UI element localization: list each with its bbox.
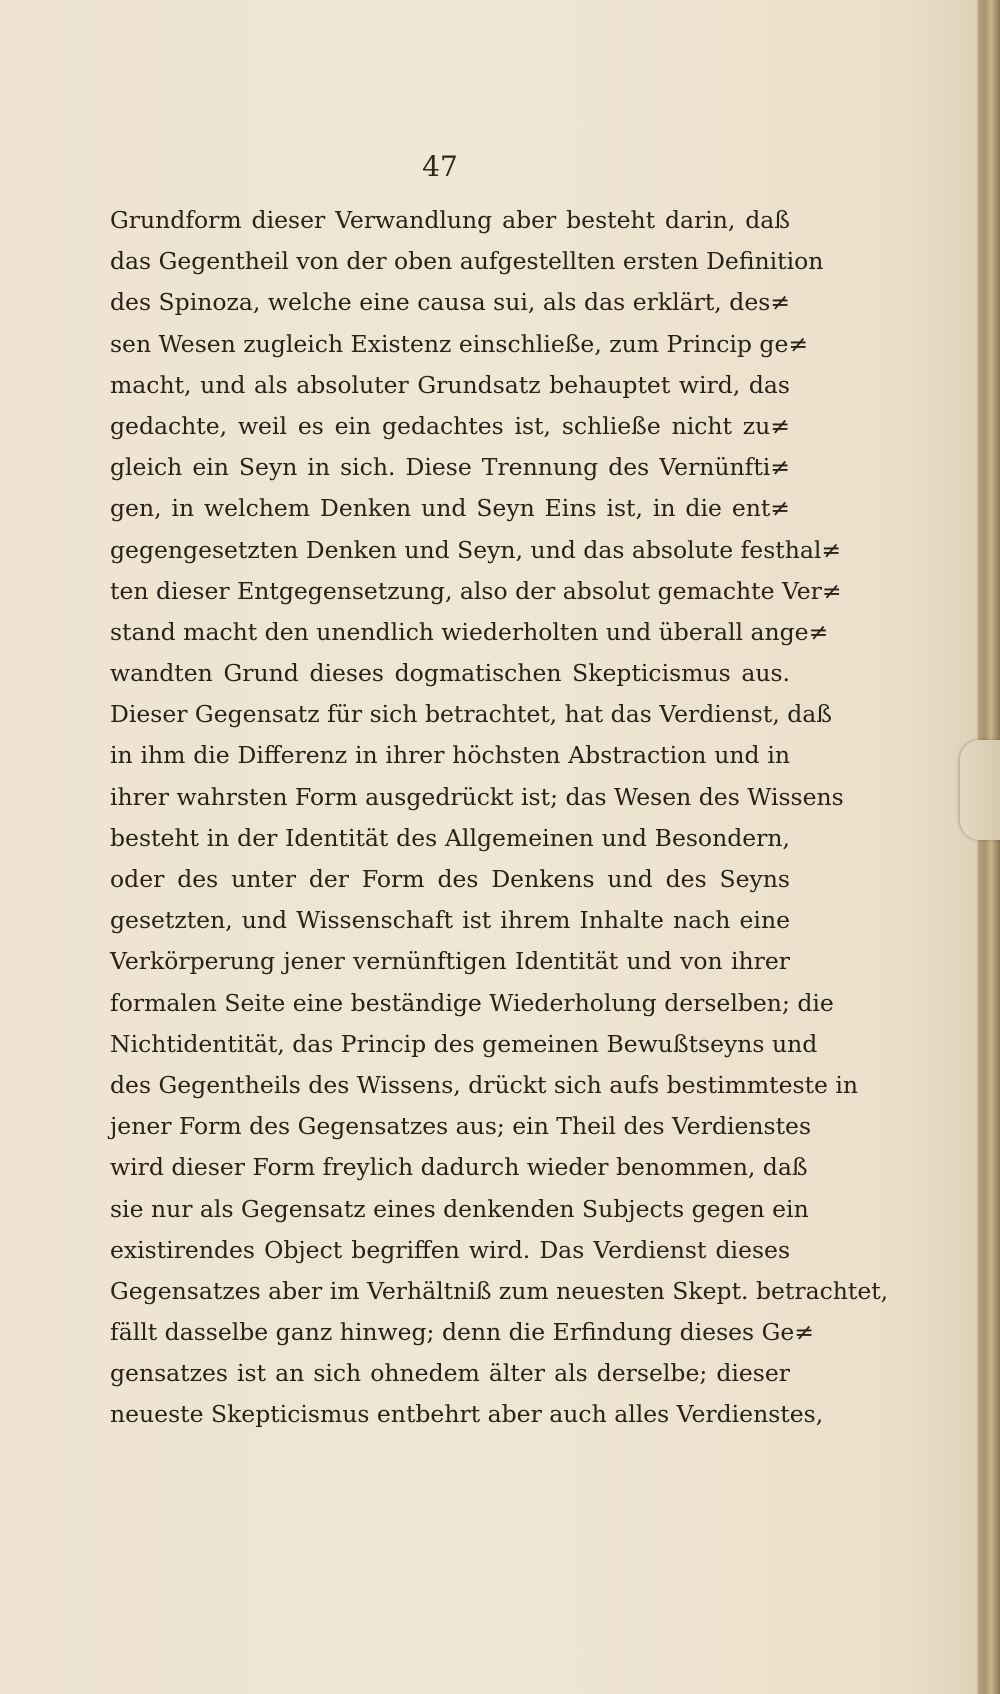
text-line: das Gegentheil von der oben aufgestellten ersten Definition — [110, 247, 824, 276]
text-line: macht, und als absoluter Grundsatz behauptet wird, das — [110, 370, 790, 399]
text-line: Dieser Gegensatz für sich betrachtet, hat das Verdienst, daß — [110, 700, 833, 729]
text-line: formalen Seite eine beständige Wiederholung derselben; die — [110, 988, 834, 1017]
text-line: stand macht den unendlich wiederholten und überall ange≠ — [110, 617, 829, 646]
text-line: des Gegentheils des Wissens, drückt sich aufs bestimmteste in — [110, 1070, 859, 1099]
text-line: gleich ein Seyn in sich. Diese Trennung des Vernünfti≠ — [110, 453, 790, 482]
page-edges — [978, 0, 1000, 1694]
text-line: gen, in welchem Denken und Seyn Eins ist, in die ent≠ — [110, 494, 790, 523]
text-line: Grundform dieser Verwandlung aber besteht darin, daß — [110, 206, 790, 234]
text-line: Nichtidentität, das Princip des gemeinen Bewußtseyns und — [110, 1029, 818, 1058]
text-line: fällt dasselbe ganz hinweg; denn die Erfindung dieses Ge≠ — [110, 1318, 814, 1347]
page-number — [0, 150, 880, 183]
text-line: des Spinoza, welche eine causa sui, als das erklärt, des≠ — [110, 288, 790, 317]
text-line: neueste Skepticismus entbehrt aber auch alles Verdienstes, — [110, 1400, 824, 1429]
text-line: gensatzes ist an sich ohnedem älter als derselbe; dieser — [110, 1359, 790, 1388]
text-line: ten dieser Entgegensetzung, also der absolut gemachte Ver≠ — [110, 576, 842, 605]
body-text — [110, 200, 889, 1436]
page-number-text: 47 — [422, 150, 458, 183]
text-line: in ihm die Differenz in ihrer höchsten Abstraction und in — [110, 741, 790, 770]
page-tab-marker — [960, 740, 1000, 840]
text-line: besteht in der Identität des Allgemeinen und Besondern, — [110, 823, 790, 852]
text-line: sen Wesen zugleich Existenz einschließe, zum Princip ge≠ — [110, 329, 809, 358]
text-line: oder des unter der Form des Denkens und des Seyns — [110, 865, 790, 893]
text-line: ihrer wahrsten Form ausgedrückt ist; das Wesen des Wissens — [110, 782, 844, 811]
text-line: jener Form des Gegensatzes aus; ein Theil des Verdienstes — [110, 1112, 812, 1141]
text-line: gesetzten, und Wissenschaft ist ihrem Inhalte nach eine — [110, 906, 790, 935]
text-line: Gegensatzes aber im Verhältniß zum neuesten Skept. betrachtet, — [110, 1276, 889, 1305]
text-line: Verkörperung jener vernünftigen Identität und von ihrer — [110, 947, 790, 976]
text-line: gegengesetzten Denken und Seyn, und das absolute festhal≠ — [110, 535, 842, 564]
text-line: sie nur als Gegensatz eines denkenden Subjects gegen ein — [110, 1194, 809, 1223]
text-line: wandten Grund dieses dogmatischen Skepticismus aus. — [110, 659, 790, 688]
text-line: gedachte, weil es ein gedachtes ist, schließe nicht zu≠ — [110, 411, 790, 440]
text-line: wird dieser Form freylich dadurch wieder benommen, daß — [110, 1153, 808, 1182]
text-line: existirendes Object begriffen wird. Das Verdienst dieses — [110, 1235, 790, 1264]
